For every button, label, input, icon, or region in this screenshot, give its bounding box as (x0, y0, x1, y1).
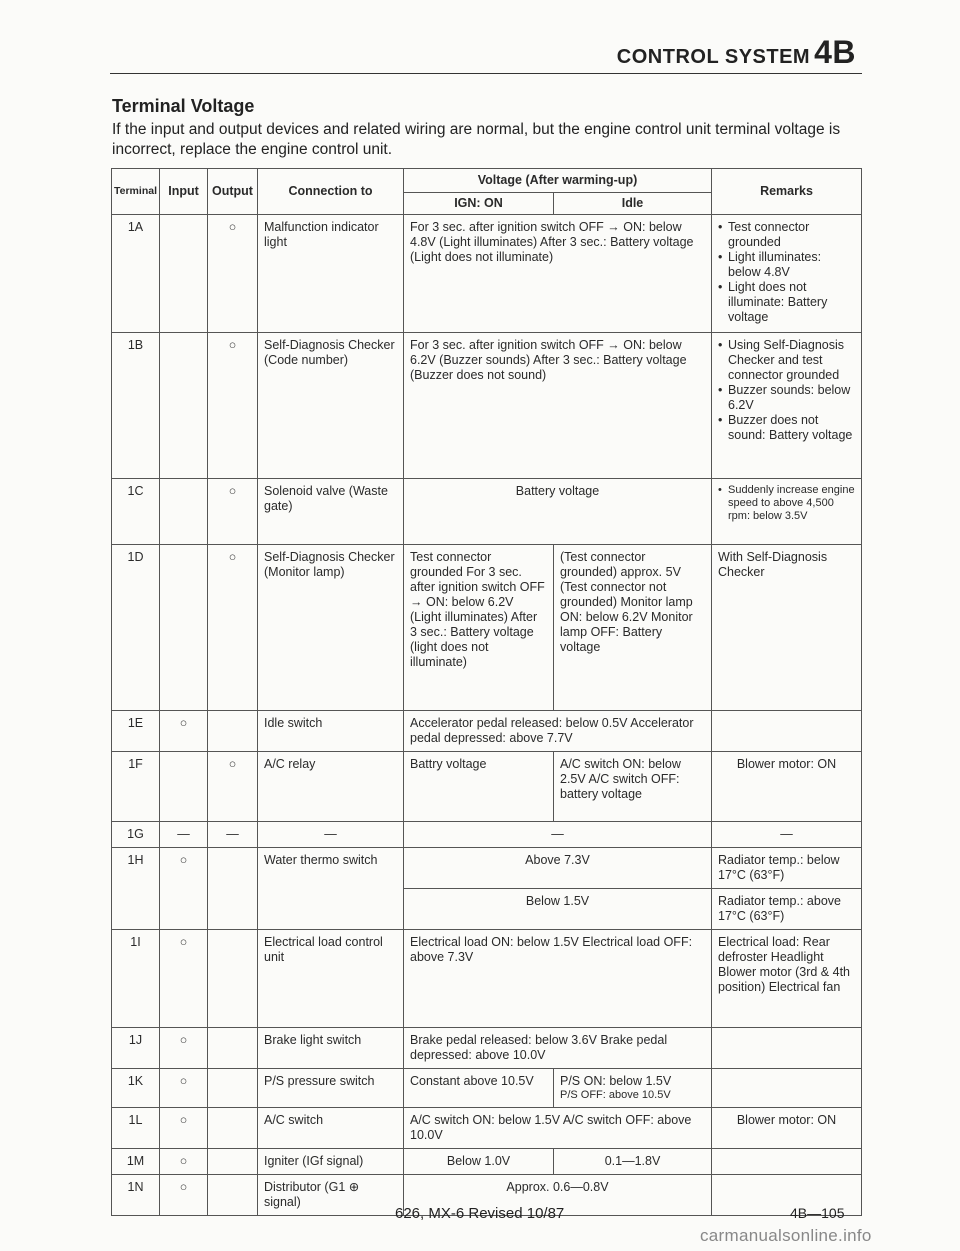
input-mark: ○ (160, 848, 208, 930)
header-idle: Idle (554, 193, 712, 215)
header-ign-on: IGN: ON (404, 193, 554, 215)
page-footer (0, 1205, 960, 1225)
output-mark: ○ (208, 752, 258, 822)
table-row: 1L ○ A/C switch A/C switch ON: below 1.5V A/C switch OFF: above 10.0V Blower motor: ON (112, 1108, 862, 1149)
output-mark: ○ (208, 479, 258, 545)
input-mark: ○ (160, 1149, 208, 1175)
table-row: Below 1.5V Radiator temp.: above 17°C (63°F) (112, 889, 862, 930)
header-input: Input (160, 169, 208, 215)
watermark: carmanualsonline.info (700, 1226, 872, 1245)
input-mark: ○ (160, 1175, 208, 1216)
input-mark: ○ (160, 1028, 208, 1069)
table-row: 1C ○ Solenoid valve (Waste gate) Battery voltage • Suddenly increase engine speed to above 4,500 rpm: below 3.5V (112, 479, 862, 545)
table-row: 1G — — — — — (112, 822, 862, 848)
table-row: 1D ○ Self-Diagnosis Checker (Monitor lamp) Test connector grounded For 3 sec. after ignition switch OFF → ON: below 6.2V (Light illuminates) After 3 sec.: Battery voltage (light does not illuminate) (Test connector grounded) approx. 5V (Test connector not grounded) Monitor lamp ON: below 6.2V Monitor lamp OFF: Battery voltage With Self-Diagnosis Checker (112, 545, 862, 711)
input-mark: ○ (160, 930, 208, 1028)
header-terminal: Terminal (112, 169, 160, 215)
table-row: 1A ○ Malfunction indicator light For 3 sec. after ignition switch OFF → ON: below 4.8V (Light illuminates) After 3 sec.: Battery voltage (Light does not illuminate) • Test connector grounded • Light illuminates: below 4.8V • Light does not illuminate: Battery voltage (112, 215, 862, 333)
table-row: 1E ○ Idle switch Accelerator pedal released: below 0.5V Accelerator pedal depressed: above 7.7V (112, 711, 862, 752)
table-row: 1B ○ Self-Diagnosis Checker (Code number) For 3 sec. after ignition switch OFF → ON: below 6.2V (Buzzer sounds) After 3 sec.: Battery voltage (Buzzer does not sound) • Using Self-Diagnosis Checker and test connector grounded • Buzzer sounds: below 6.2V • Buzzer does not sound: Battery voltage (112, 333, 862, 479)
header-voltage: Voltage (After warming-up) (404, 169, 712, 193)
header-output: Output (208, 169, 258, 215)
table-row: 1N ○ Distributor (G1 ⊕ signal) Approx. 0.6—0.8V (112, 1175, 862, 1216)
section-heading: Terminal Voltage (112, 96, 255, 116)
header-remarks: Remarks (712, 169, 862, 215)
page-number: 4B—105 (790, 1205, 845, 1221)
intro-paragraph: If the input and output devices and related wiring are normal, but the engine control unit terminal voltage is incorrect, replace the engine control unit. (112, 121, 841, 158)
table-row: 1F ○ A/C relay Battry voltage A/C switch ON: below 2.5V A/C switch OFF: battery voltage Blower motor: ON (112, 752, 862, 822)
table-row: 1I ○ Electrical load control unit Electrical load ON: below 1.5V Electrical load OFF: above 7.3V Electrical load: Rear defroster Headlight Blower motor (3rd & 4th position) Electrical fan (112, 930, 862, 1028)
terminal-voltage-table (111, 168, 862, 1216)
header-connection: Connection to (258, 169, 404, 215)
page-title: CONTROL SYSTEM 4B (616, 34, 856, 70)
section-number: 4B (814, 34, 856, 70)
input-mark: ○ (160, 1069, 208, 1108)
table-row: 1M ○ Igniter (IGf signal) Below 1.0V 0.1—1.8V (112, 1149, 862, 1175)
input-mark: ○ (160, 1108, 208, 1149)
table-row: 1H ○ Water thermo switch Above 7.3V Radiator temp.: below 17°C (63°F) (112, 848, 862, 889)
output-mark: ○ (208, 333, 258, 479)
footer-edition: 626, MX-6 Revised 10/87 (395, 1205, 565, 1222)
page-header (110, 30, 862, 74)
output-mark: ○ (208, 215, 258, 333)
table-row: 1K ○ P/S pressure switch Constant above 10.5V P/S ON: below 1.5V P/S OFF: above 10.5V (112, 1069, 862, 1108)
output-mark: ○ (208, 545, 258, 711)
input-mark: ○ (160, 711, 208, 752)
table-row: 1J ○ Brake light switch Brake pedal released: below 3.6V Brake pedal depressed: above 10.0V (112, 1028, 862, 1069)
